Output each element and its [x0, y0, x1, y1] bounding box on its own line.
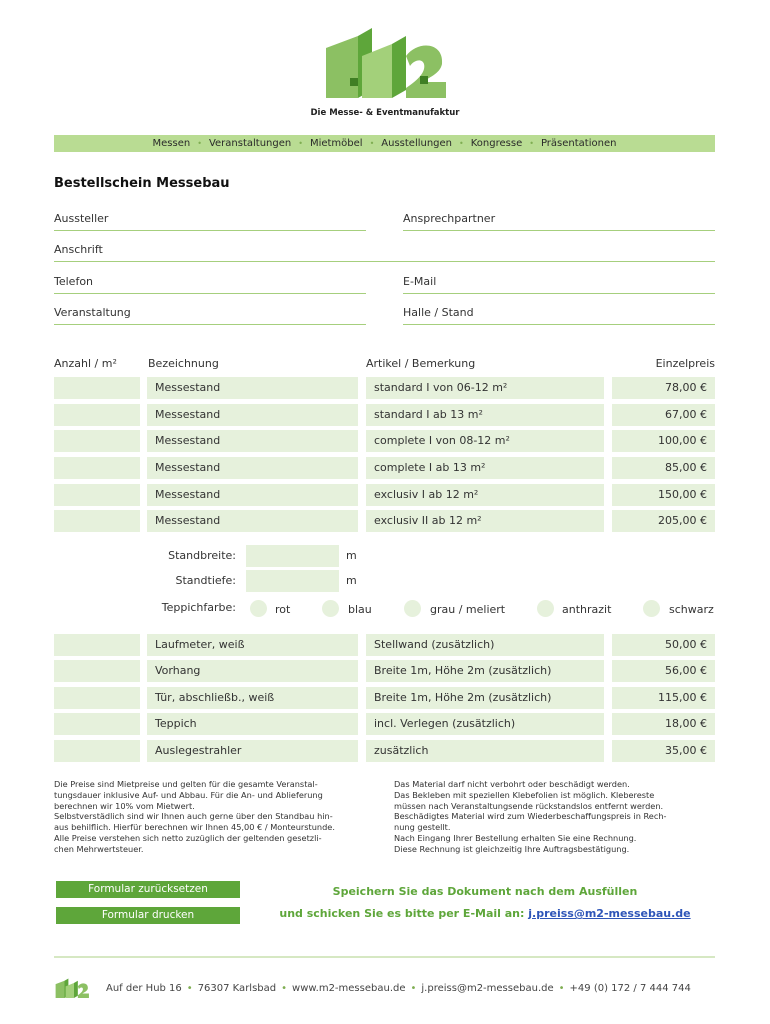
- col-header-anzahl: Anzahl / m²: [54, 357, 117, 370]
- footer-website[interactable]: www.m2-messebau.de: [292, 983, 406, 994]
- nav-separator: •: [529, 139, 534, 148]
- note-line: Das Material darf nicht verbohrt oder beschädigt werden.: [394, 779, 630, 789]
- item-article: Stellwand (zusätzlich): [366, 634, 604, 656]
- footer-address: Auf der Hub 16: [106, 983, 182, 994]
- note-line: chen Mehrwertsteuer.: [54, 843, 144, 854]
- item-price: 35,00 €: [612, 740, 715, 762]
- quantity-input[interactable]: [54, 510, 140, 532]
- email-field[interactable]: [403, 293, 715, 294]
- item-name: Auslegestrahler: [147, 740, 358, 762]
- radio-label-rot: rot: [275, 603, 291, 616]
- quantity-input[interactable]: [54, 404, 140, 426]
- item-price: 85,00 €: [612, 457, 715, 479]
- halle-stand-field[interactable]: [403, 324, 715, 325]
- footer-email[interactable]: j.preiss@m2-messebau.de: [421, 983, 554, 994]
- cta-line-1: Speichern Sie das Dokument nach dem Ausfüllen: [332, 885, 638, 898]
- notes-right: [394, 779, 715, 855]
- item-price: 78,00 €: [612, 377, 715, 399]
- item-article: Breite 1m, Höhe 2m (zusätzlich): [366, 687, 604, 709]
- footer-separator: •: [281, 983, 288, 994]
- item-name: Messestand: [147, 484, 358, 506]
- item-price: 150,00 €: [612, 484, 715, 506]
- telefon-field[interactable]: [54, 293, 366, 294]
- col-header-artikel: Artikel / Bemerkung: [366, 357, 476, 370]
- nav-separator: •: [197, 139, 202, 148]
- halle-stand-label: Halle / Stand: [403, 306, 474, 319]
- ansprechpartner-label: Ansprechpartner: [403, 212, 496, 225]
- item-name: Messestand: [147, 404, 358, 426]
- note-line: Nach Eingang Ihrer Bestellung erhalten Sie eine Rechnung.: [394, 832, 637, 843]
- note-line: tungsdauer inklusive Auf- und Abbau. Für die An- und Ablieferung: [54, 789, 323, 800]
- radio-rot[interactable]: [250, 600, 267, 617]
- print-form-button[interactable]: Formular drucken: [56, 907, 240, 924]
- nav-item-veranstaltungen[interactable]: Veranstaltungen: [208, 138, 292, 149]
- item-article: incl. Verlegen (zusätzlich): [366, 713, 604, 735]
- anschrift-field[interactable]: [54, 261, 715, 262]
- standtiefe-label: Standtiefe:: [175, 574, 236, 587]
- item-article: exclusiv I ab 12 m²: [366, 484, 604, 506]
- note-line: Das Bekleben mit speziellen Klebefolien ist möglich. Klebereste: [394, 789, 655, 800]
- item-price: 100,00 €: [612, 430, 715, 452]
- radio-label-schwarz: schwarz: [669, 603, 714, 616]
- cta-email-link[interactable]: j.preiss@m2-messebau.de: [528, 907, 691, 920]
- note-line: berechnen wir 10% vom Mietwert.: [54, 800, 195, 811]
- aussteller-label: Aussteller: [54, 212, 109, 225]
- item-name: Messestand: [147, 510, 358, 532]
- anschrift-label: Anschrift: [54, 243, 103, 256]
- item-name: Teppich: [147, 713, 358, 735]
- quantity-input[interactable]: [54, 457, 140, 479]
- item-name: Messestand: [147, 377, 358, 399]
- item-price: 115,00 €: [612, 687, 715, 709]
- item-name: Vorhang: [147, 660, 358, 682]
- note-line: aus behilflich. Hierfür berechnen wir Ihnen 45,00 € / Monteurstunde.: [54, 822, 335, 833]
- footer-contact: [106, 983, 691, 994]
- veranstaltung-field[interactable]: [54, 324, 366, 325]
- item-price: 56,00 €: [612, 660, 715, 682]
- notes-left: [54, 779, 384, 855]
- item-article: standard I ab 13 m²: [366, 404, 604, 426]
- footer-divider: [54, 956, 715, 958]
- nav-separator: •: [369, 139, 375, 148]
- radio-label-grau: grau / meliert: [430, 603, 506, 616]
- quantity-input[interactable]: [54, 713, 140, 735]
- item-article: complete I von 08-12 m²: [366, 430, 604, 452]
- nav-separator: •: [459, 139, 464, 148]
- radio-anthrazit[interactable]: [537, 600, 554, 617]
- radio-grau[interactable]: [404, 600, 421, 617]
- tagline: Die Messe- & Eventmanufaktur: [310, 108, 460, 118]
- note-line: Selbstverstädlich sind wir Ihnen auch gerne über den Standbau hin-: [54, 811, 333, 822]
- nav-item-kongresse[interactable]: Kongresse: [470, 138, 523, 149]
- footer-separator: •: [410, 983, 417, 994]
- m2-footer-logo: [54, 978, 90, 998]
- m2-logo: [322, 26, 448, 98]
- item-name: Messestand: [147, 430, 358, 452]
- ansprechpartner-field[interactable]: [403, 230, 715, 231]
- quantity-input[interactable]: [54, 377, 140, 399]
- telefon-label: Telefon: [54, 275, 94, 288]
- veranstaltung-label: Veranstaltung: [54, 306, 131, 319]
- footer-separator: •: [558, 983, 565, 994]
- nav-item-ausstellungen[interactable]: Ausstellungen: [381, 138, 453, 149]
- item-article: exclusiv II ab 12 m²: [366, 510, 604, 532]
- nav-bar: [54, 135, 715, 152]
- item-name: Tür, abschließb., weiß: [147, 687, 358, 709]
- footer-phone: +49 (0) 172 / 7 444 744: [569, 983, 691, 994]
- quantity-input[interactable]: [54, 687, 140, 709]
- standtiefe-unit: m: [346, 574, 357, 587]
- nav-separator: •: [298, 139, 303, 148]
- form-title: Bestellschein Messebau: [54, 176, 230, 191]
- item-article: zusätzlich: [366, 740, 604, 762]
- standbreite-unit: m: [346, 549, 357, 562]
- item-price: 18,00 €: [612, 713, 715, 735]
- standbreite-label: Standbreite:: [168, 549, 236, 562]
- quantity-input[interactable]: [54, 660, 140, 682]
- cta-line-2-text: und schicken Sie es bitte per E-Mail an:: [279, 907, 525, 920]
- nav-item-mietmoebel[interactable]: Mietmöbel: [309, 138, 363, 149]
- note-line: Die Preise sind Mietpreise und gelten für die gesamte Veranstal-: [54, 779, 318, 789]
- note-line: Alle Preise verstehen sich netto zuzüglich der geltenden gesetzli-: [54, 832, 322, 843]
- teppichfarbe-label: Teppichfarbe:: [161, 601, 236, 614]
- note-line: Beschädigtes Material wird zum Wiederbeschaffungspreis in Rech-: [394, 811, 667, 822]
- note-line: nung gestellt.: [394, 822, 451, 833]
- reset-form-button[interactable]: Formular zurücksetzen: [56, 881, 240, 898]
- radio-label-anthrazit: anthrazit: [562, 603, 612, 616]
- nav-item-messen[interactable]: Messen: [152, 138, 191, 149]
- quantity-input[interactable]: [54, 634, 140, 656]
- item-name: Laufmeter, weiß: [147, 634, 358, 656]
- item-price: 67,00 €: [612, 404, 715, 426]
- radio-label-blau: blau: [348, 603, 372, 616]
- nav-item-praesentationen[interactable]: Präsentationen: [540, 138, 617, 149]
- item-article: Breite 1m, Höhe 2m (zusätzlich): [366, 660, 604, 682]
- footer-separator: •: [186, 983, 193, 994]
- quantity-input[interactable]: [54, 430, 140, 452]
- item-name: Messestand: [147, 457, 358, 479]
- cta-line-2: [260, 907, 710, 920]
- item-article: complete I ab 13 m²: [366, 457, 604, 479]
- email-label: E-Mail: [403, 275, 437, 288]
- item-price: 50,00 €: [612, 634, 715, 656]
- quantity-input[interactable]: [54, 484, 140, 506]
- item-price: 205,00 €: [612, 510, 715, 532]
- quantity-input[interactable]: [54, 740, 140, 762]
- radio-blau[interactable]: [322, 600, 339, 617]
- item-article: standard I von 06-12 m²: [366, 377, 604, 399]
- standtiefe-input[interactable]: [246, 570, 339, 592]
- note-line: Diese Rechnung ist gleichzeitig Ihre Auftragsbestätigung.: [394, 843, 630, 854]
- aussteller-field[interactable]: [54, 230, 366, 231]
- note-line: müssen nach Veranstaltungsende rückstandslos entfernt werden.: [394, 800, 664, 811]
- standbreite-input[interactable]: [246, 545, 339, 567]
- radio-schwarz[interactable]: [643, 600, 660, 617]
- col-header-einzelpreis: Einzelpreis: [655, 357, 715, 370]
- footer-city: 76307 Karlsbad: [197, 983, 277, 994]
- col-header-bezeichnung: Bezeichnung: [148, 357, 219, 370]
